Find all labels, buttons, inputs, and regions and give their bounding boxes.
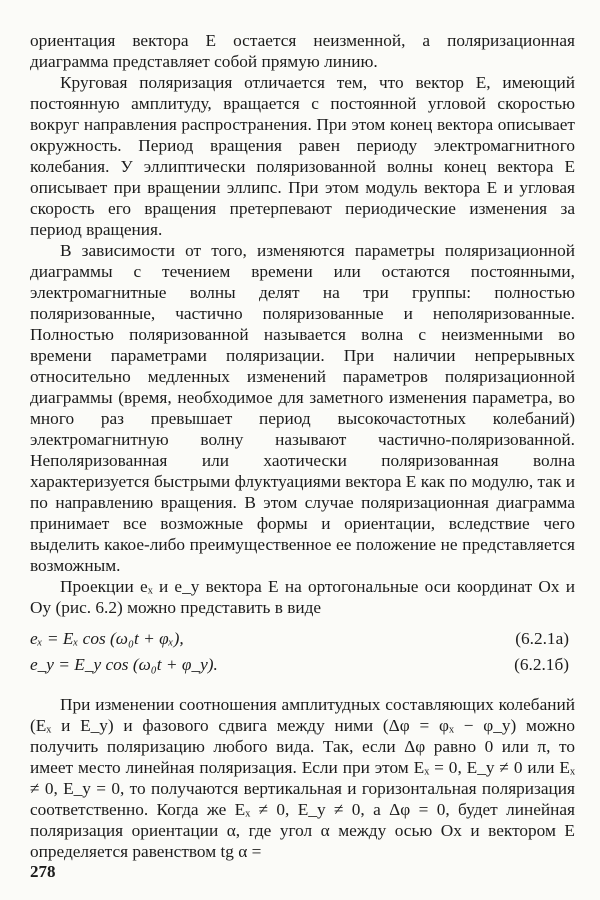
paragraph-5: При изменении соотношения амплитудных составляющих колебаний (Eₓ и E_y) и фазового сдвига между ними (Δφ = φₓ − φ_y) можно получить поляризацию любого вида. Так, если Δφ равно 0 или π, то имеет место линейная поляризация. Если при этом Eₓ = 0, E_y ≠ 0 или Eₓ ≠ 0, E_y = 0, то получаются вертикальная и горизонтальная поляризация соответственно. Когда же Eₓ ≠ 0, E_y ≠ 0, а Δφ = 0, будет линейная поляризация ориентации α, где угол α между осью Ox и вектором E определяется равенством tg α = xyxy=(30,695,575,861)
formula-expression: eₓ = Eₓ cos (ω₀t + φₓ), xyxy=(30,629,184,648)
page-body xyxy=(30,30,575,862)
paragraph-1: ориентация вектора E остается неизменной, а поляризационная диаграмма представляет собой прямую линию. xyxy=(30,31,575,71)
formula-expression: e_y = E_y cos (ω₀t + φ_y). xyxy=(30,655,218,674)
formula-number: (6.2.1б) xyxy=(514,655,569,674)
paragraph-3: В зависимости от того, изменяются параметры поляризационной диаграммы с течением времени или остаются постоянными, электромагнитные волны делят на три группы: полностью поляризованные, частично поляризованные и неполяризованные. Полностью поляризованной называется волна с неизменными во времени параметрами поляризации. При наличии непрерывных относительно медленных изменений параметров поляризационной диаграммы (время, необходимое для заметного изменения параметра, во много раз превышает период высокочастотных колебаний) электромагнитную волну называют частично-поляризованной. Неполяризованная или хаотически поляризованная волна характеризуется быстрыми флуктуациями вектора E как по модулю, так и по направлению вращения. В этом случае поляризационная диаграмма принимает все возможные формы и ориентации, вследствие чего выделить какое-либо преимущественное ее положение не представляется возможным. xyxy=(30,241,575,575)
formula-6-2-1b xyxy=(30,652,575,678)
paragraph-4: Проекции eₓ и e_y вектора E на ортогональные оси координат Ox и Oy (рис. 6.2) можно представить в виде xyxy=(30,577,575,617)
paragraph-2: Круговая поляризация отличается тем, что вектор E, имеющий постоянную амплитуду, вращается с постоянной угловой скоростью вокруг направления распространения. При этом конец вектора описывает окружность. Период вращения равен периоду электромагнитного колебания. У эллиптически поляризованной волны конец вектора E описывает при вращении эллипс. При этом модуль вектора E и угловая скорость его вращения претерпевают периодические изменения за период вращения. xyxy=(30,73,575,239)
formula-6-2-1a xyxy=(30,626,575,652)
formula-number: (6.2.1а) xyxy=(515,629,569,648)
formula-block xyxy=(30,626,575,678)
page-number: 278 xyxy=(30,862,56,881)
